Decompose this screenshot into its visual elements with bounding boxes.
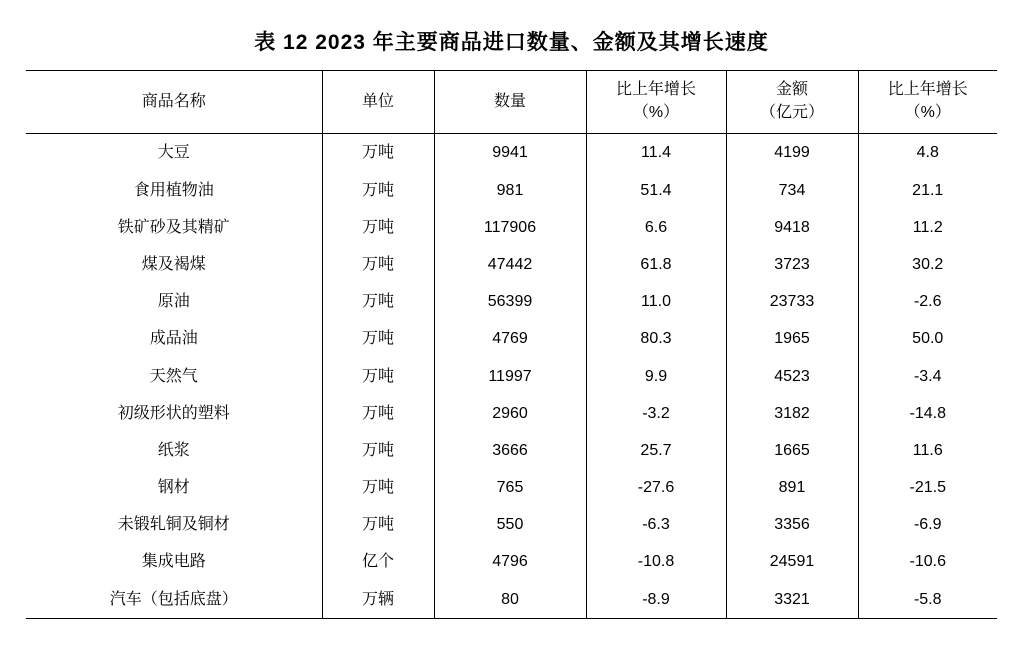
cell-unit: 万吨 — [322, 506, 434, 543]
column-header-quantity-growth — [586, 71, 726, 134]
cell-unit: 万吨 — [322, 134, 434, 172]
cell-quantity: 117906 — [434, 209, 586, 246]
cell-commodity-name: 成品油 — [26, 320, 322, 357]
cell-amount: 23733 — [726, 283, 858, 320]
table-row — [26, 432, 997, 469]
cell-amount: 3182 — [726, 395, 858, 432]
header-line-1: 比上年增长 — [615, 81, 696, 98]
cell-unit: 万吨 — [322, 320, 434, 357]
table-container — [0, 70, 1023, 619]
column-header-amount-growth — [858, 71, 997, 134]
header-line-1: 单位 — [361, 92, 394, 110]
column-header-unit — [322, 71, 434, 134]
cell-amount-growth: 11.6 — [858, 432, 997, 469]
cell-quantity-growth: -27.6 — [586, 469, 726, 506]
cell-commodity-name: 煤及褐煤 — [26, 246, 322, 283]
cell-quantity-growth: 11.0 — [586, 283, 726, 320]
table-row — [26, 209, 997, 246]
cell-unit: 万吨 — [322, 209, 434, 246]
cell-unit: 亿个 — [322, 543, 434, 580]
cell-quantity-growth: 25.7 — [586, 432, 726, 469]
cell-commodity-name: 铁矿砂及其精矿 — [26, 209, 322, 246]
cell-amount: 3723 — [726, 246, 858, 283]
cell-amount-growth: 4.8 — [858, 134, 997, 172]
header-line-2: （亿元） — [759, 104, 824, 122]
cell-quantity: 4769 — [434, 320, 586, 357]
cell-quantity: 56399 — [434, 283, 586, 320]
import-commodities-table — [26, 70, 997, 619]
cell-quantity-growth: 51.4 — [586, 172, 726, 209]
cell-commodity-name: 钢材 — [26, 469, 322, 506]
column-header-amount — [726, 71, 858, 134]
cell-commodity-name: 初级形状的塑料 — [26, 395, 322, 432]
cell-quantity: 550 — [434, 506, 586, 543]
cell-quantity-growth: 6.6 — [586, 209, 726, 246]
cell-quantity: 765 — [434, 469, 586, 506]
cell-quantity-growth: 80.3 — [586, 320, 726, 357]
table-row — [26, 283, 997, 320]
table-row — [26, 172, 997, 209]
cell-unit: 万吨 — [322, 469, 434, 506]
table-body — [26, 134, 997, 618]
cell-quantity: 11997 — [434, 358, 586, 395]
cell-commodity-name: 原油 — [26, 283, 322, 320]
cell-commodity-name: 汽车（包括底盘） — [26, 581, 322, 619]
cell-unit: 万吨 — [322, 358, 434, 395]
cell-amount: 24591 — [726, 543, 858, 580]
cell-quantity-growth: 9.9 — [586, 358, 726, 395]
cell-quantity: 981 — [434, 172, 586, 209]
cell-commodity-name: 大豆 — [26, 134, 322, 172]
cell-quantity-growth: 11.4 — [586, 134, 726, 172]
table-row — [26, 469, 997, 506]
cell-quantity: 4796 — [434, 543, 586, 580]
cell-quantity-growth: -3.2 — [586, 395, 726, 432]
table-header — [26, 71, 997, 134]
cell-amount-growth: -5.8 — [858, 581, 997, 619]
cell-quantity-growth: -8.9 — [586, 581, 726, 619]
header-row — [26, 71, 997, 134]
cell-amount-growth: -3.4 — [858, 358, 997, 395]
cell-unit: 万吨 — [322, 395, 434, 432]
table-row — [26, 395, 997, 432]
cell-unit: 万吨 — [322, 283, 434, 320]
cell-amount-growth: -14.8 — [858, 395, 997, 432]
cell-quantity: 9941 — [434, 134, 586, 172]
cell-amount-growth: 30.2 — [858, 246, 997, 283]
table-row — [26, 543, 997, 580]
table-row — [26, 134, 997, 172]
cell-commodity-name: 食用植物油 — [26, 172, 322, 209]
cell-quantity: 3666 — [434, 432, 586, 469]
cell-amount: 1965 — [726, 320, 858, 357]
header-line-1: 比上年增长 — [887, 81, 968, 98]
table-row — [26, 320, 997, 357]
cell-amount: 3356 — [726, 506, 858, 543]
header-line-1: 金额 — [775, 81, 808, 98]
cell-amount: 1665 — [726, 432, 858, 469]
cell-commodity-name: 天然气 — [26, 358, 322, 395]
cell-amount-growth: -21.5 — [858, 469, 997, 506]
cell-amount: 4523 — [726, 358, 858, 395]
cell-quantity: 80 — [434, 581, 586, 619]
cell-amount-growth: -10.6 — [858, 543, 997, 580]
cell-amount-growth: 21.1 — [858, 172, 997, 209]
cell-amount: 3321 — [726, 581, 858, 619]
cell-amount-growth: 50.0 — [858, 320, 997, 357]
cell-amount: 891 — [726, 469, 858, 506]
cell-commodity-name: 纸浆 — [26, 432, 322, 469]
cell-amount: 4199 — [726, 134, 858, 172]
cell-quantity-growth: 61.8 — [586, 246, 726, 283]
cell-amount: 734 — [726, 172, 858, 209]
cell-amount-growth: -2.6 — [858, 283, 997, 320]
cell-unit: 万吨 — [322, 246, 434, 283]
cell-amount: 9418 — [726, 209, 858, 246]
column-header-quantity — [434, 71, 586, 134]
header-line-2: （%） — [904, 104, 951, 122]
table-title: 表 12 2023 年主要商品进口数量、金额及其增长速度 — [254, 31, 769, 54]
header-line-1: 商品名称 — [141, 92, 206, 110]
cell-quantity: 2960 — [434, 395, 586, 432]
cell-commodity-name: 集成电路 — [26, 543, 322, 580]
cell-unit: 万吨 — [322, 432, 434, 469]
header-line-2: （%） — [632, 104, 680, 122]
cell-amount-growth: 11.2 — [858, 209, 997, 246]
cell-commodity-name: 未锻轧铜及铜材 — [26, 506, 322, 543]
cell-unit: 万辆 — [322, 581, 434, 619]
table-row — [26, 506, 997, 543]
cell-quantity-growth: -6.3 — [586, 506, 726, 543]
table-row — [26, 581, 997, 619]
cell-quantity-growth: -10.8 — [586, 543, 726, 580]
table-row — [26, 358, 997, 395]
column-header-commodity-name — [26, 71, 322, 134]
cell-amount-growth: -6.9 — [858, 506, 997, 543]
cell-unit: 万吨 — [322, 172, 434, 209]
header-line-1: 数量 — [493, 92, 526, 110]
cell-quantity: 47442 — [434, 246, 586, 283]
table-row — [26, 246, 997, 283]
